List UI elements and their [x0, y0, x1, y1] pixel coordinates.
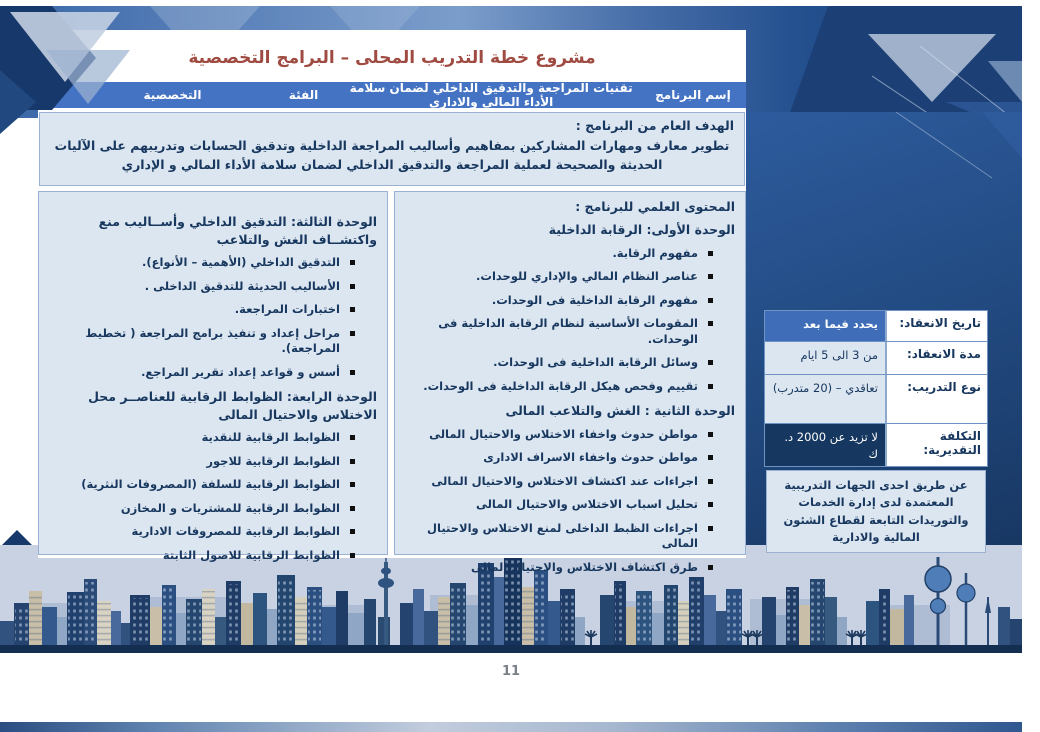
bullet-item: الظوابط الرقابية للسلفة (المصروفات النثرية) — [51, 477, 355, 493]
table-row — [765, 375, 987, 424]
detail-value: من 3 الى 5 ايام — [765, 342, 885, 374]
bullet-item: الظوابط الرقابية للنقدية — [51, 430, 355, 446]
bullet-item: وسائل الرقابة الداخلية فى الوحدات. — [407, 355, 713, 371]
unit-3-list — [49, 255, 377, 380]
content-panel — [38, 30, 746, 574]
detail-label: مدة الانعقاد: — [885, 342, 987, 374]
objective-heading: الهدف العام من البرنامج : — [575, 118, 734, 133]
program-name-label: إسم البرنامج — [655, 88, 731, 102]
bullet-item: مفهوم الرقابة الداخلية فى الوحدات. — [407, 293, 713, 309]
bullet-item: الظوابط الرقابية للاصول الثابتة — [51, 548, 355, 564]
bottom-strip-decor — [0, 722, 1022, 732]
bullet-item: مراحل إعداد و تنفيذ برامج المراجعة ( تخطيط المراجعة). — [51, 326, 355, 357]
unit-title-3: الوحدة الثالثة: التدقيق الداخلي وأســاليب منع واكتشــاف الغش والتلاعب — [98, 214, 377, 247]
unit-1-list — [405, 246, 735, 395]
bullet-item: أسس و قواعد إعداد تقرير المراجع. — [51, 365, 355, 381]
content-columns — [38, 191, 746, 574]
right-panel-decor — [746, 112, 1022, 202]
bullet-item: مواطن حدوث واخفاء الاسراف الادارى — [407, 450, 713, 466]
objective-box — [39, 112, 745, 186]
table-row — [765, 311, 987, 342]
bullet-item: مواطن حدوث واخفاء الاختلاس والاحتيال المالى — [407, 427, 713, 443]
bullet-item: الظوابط الرقابية للاجور — [51, 454, 355, 470]
page-number: 11 — [501, 664, 521, 679]
bullet-item: تقييم وفحص هيكل الرقابة الداخلية فى الوحدات. — [407, 379, 713, 395]
detail-value: يحدد فيما بعد — [765, 311, 885, 341]
unit-title-2: الوحدة الثانية : الغش والتلاعب المالى — [505, 403, 735, 419]
content-column-right — [394, 191, 746, 574]
detail-value: لا تزيد عن 2000 د. ك — [765, 424, 885, 466]
program-header-bar — [38, 82, 746, 108]
detail-label: التكلفة التقديرية: — [885, 424, 987, 466]
unit-4-list — [49, 430, 377, 563]
unit-title-1: الوحدة الأولى: الرقابة الداخلية — [548, 222, 735, 237]
category-value: التخصصية — [143, 88, 202, 102]
bullet-item: الظوابط الرقابية للمشتريات و المخازن — [51, 501, 355, 517]
category-label: الفئة — [288, 88, 319, 102]
detail-label: تاريخ الانعقاد: — [885, 311, 987, 341]
program-name-value: تقنيات المراجعة والتدقيق الداخلي لضمان سلامة الأداء المالي والاداري — [349, 81, 633, 109]
bullet-item: الظوابط الرقابية للمصروفات الادارية — [51, 524, 355, 540]
bullet-item: اجراءات الظبط الداخلى لمنع الاختلاس والاحتيال المالى — [407, 521, 713, 552]
bullet-item: اجراءات عند اكتشاف الاختلاس والاحتيال المالى — [407, 474, 713, 490]
table-row — [765, 342, 987, 375]
bullet-item: المقومات الأساسية لنظام الرقابة الداخلية فى الوحدات. — [407, 316, 713, 347]
table-row — [765, 424, 987, 466]
objective-text: تطوير معارف ومهارات المشاركين بمفاهيم وأساليب المراجعة الداخلية وتدقيق الحسابات وتدريبهم على الآليات الحديثة والصحيحة لعملية المراجعة والتدقيق الداخلي لضمان سلامة الأداء المالي و الإداري — [54, 138, 730, 173]
bullet-item: التدقيق الداخلي (الأهمية – الأنواع). — [51, 255, 355, 271]
content-column-left — [38, 191, 388, 562]
page-title: مشروع خطة التدريب المحلى – البرامج التخصصية — [188, 48, 596, 68]
unit-2-list — [405, 427, 735, 576]
left-corner-decor — [0, 6, 132, 134]
bullet-item: اختبارات المراجعة. — [51, 302, 355, 318]
bullet-item: عناصر النظام المالي والإداري للوحدات. — [407, 269, 713, 285]
details-table — [764, 310, 988, 467]
bullet-item: طرق اكتشاف الاختلاس والاحتيال المالى — [407, 560, 713, 576]
bullet-item: تحليل اسباب الاختلاس والاحتيال المالى — [407, 497, 713, 513]
unit-title-4: الوحدة الرابعة: الظوابط الرقابية للعناصــر محل الاختلاس والاحتيال المالى — [88, 389, 377, 422]
detail-value: تعاقدي – (20 متدرب) — [765, 375, 885, 423]
bullet-item: الأساليب الحديثة للتدقيق الداخلى . — [51, 279, 355, 295]
detail-label: نوع التدريب: — [885, 375, 987, 423]
bullet-item: مفهوم الرقابة. — [407, 246, 713, 262]
content-heading: المحتوى العلمي للبرنامج : — [575, 199, 735, 214]
training-note: عن طريق احدى الجهات التدريبية المعتمدة لدى إدارة الخدمات والتوريدات التابعة لقطاع الشئون المالية والادارية — [766, 470, 986, 553]
